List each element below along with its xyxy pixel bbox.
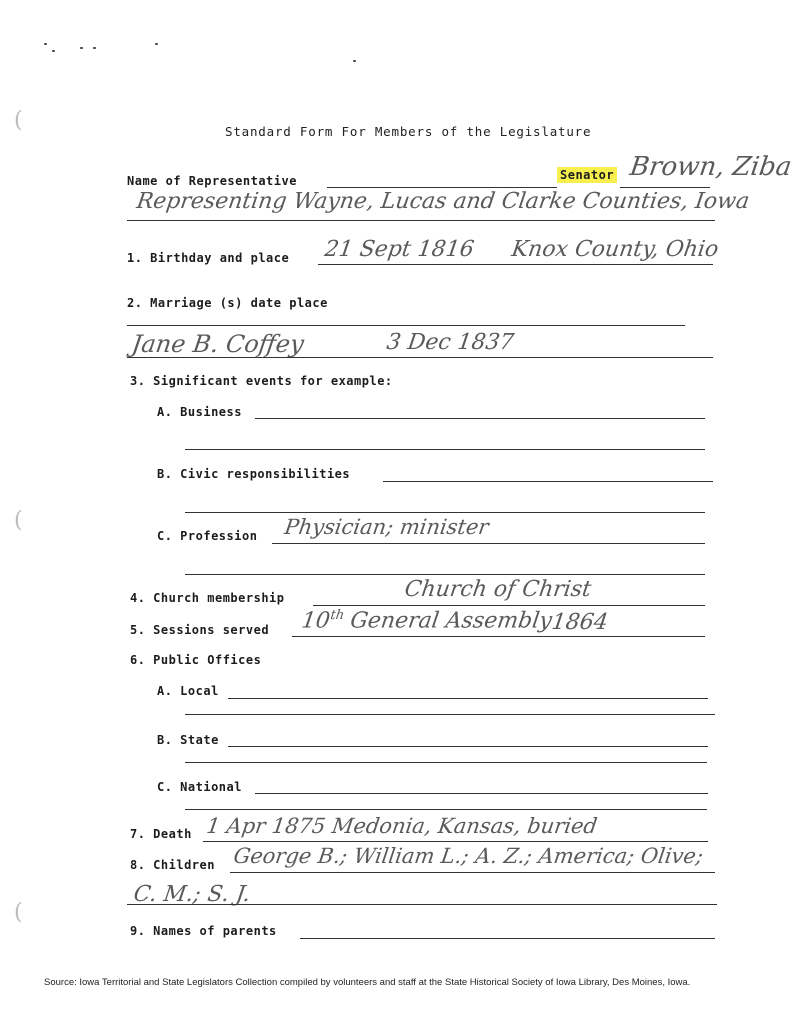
source-note: Source: Iowa Territorial and State Legislators Collection compiled by volunteers and staff at the State Historical Society of Iowa Library, Des Moines, Iowa.	[44, 977, 691, 988]
marriage-spouse: Jane B. Coffey	[130, 330, 306, 358]
death-line	[203, 841, 708, 842]
business-label: A. Business	[157, 405, 242, 419]
name-line	[327, 187, 557, 188]
sessions-line	[292, 636, 705, 637]
binding-mark: (	[14, 900, 23, 925]
scan-speck	[353, 60, 356, 62]
scan-speck	[44, 43, 47, 45]
scan-speck	[93, 47, 96, 49]
profession-value: Physician; minister	[283, 515, 491, 539]
binding-mark: (	[14, 108, 23, 133]
scan-speck	[155, 43, 158, 45]
civic-label: B. Civic responsibilities	[157, 467, 351, 481]
children-label: 8. Children	[130, 858, 215, 872]
church-value: Church of Christ	[403, 577, 593, 602]
sessions-value	[300, 608, 554, 633]
business-line-2	[185, 449, 705, 450]
local-label: A. Local	[157, 684, 219, 698]
senator-line	[620, 187, 710, 188]
marriage-label: 2. Marriage (s) date place	[127, 296, 328, 310]
birthday-label: 1. Birthday and place	[127, 251, 290, 265]
national-line-1	[255, 793, 708, 794]
marriage-line-2	[127, 357, 713, 358]
sessions-label: 5. Sessions served	[130, 623, 270, 637]
binding-mark: (	[14, 508, 23, 533]
profession-line-1	[272, 543, 705, 544]
events-label: 3. Significant events for example:	[130, 374, 393, 388]
profession-label: C. Profession	[157, 529, 258, 543]
public-offices-label: 6. Public Offices	[130, 653, 262, 667]
birthday-place: Knox County, Ohio	[510, 237, 721, 262]
children-line-1	[230, 872, 715, 873]
sessions-ordinal: th	[329, 608, 346, 623]
state-line-1	[228, 746, 708, 747]
church-line	[313, 605, 705, 606]
children-value: George B.; William L.; A. Z.; America; Olive;	[232, 844, 705, 868]
state-label: B. State	[157, 733, 219, 747]
scan-speck	[52, 50, 55, 52]
national-line-2	[185, 809, 707, 810]
marriage-date: 3 Dec 1837	[385, 330, 516, 355]
profession-line-2	[185, 574, 705, 575]
scan-speck	[80, 47, 83, 49]
form-title: Standard Form For Members of the Legislature	[225, 124, 592, 139]
marriage-line-1	[127, 325, 685, 326]
name-value: Brown, Ziba	[628, 152, 793, 182]
death-value: 1 Apr 1875 Medonia, Kansas, buried	[205, 814, 599, 838]
parents-label: 9. Names of parents	[130, 924, 277, 938]
civic-line-2	[185, 512, 705, 513]
local-line-1	[228, 698, 708, 699]
national-label: C. National	[157, 780, 242, 794]
senator-label: Senator	[557, 168, 617, 182]
sessions-year: 1864	[550, 610, 610, 635]
name-label: Name of Representative	[127, 174, 297, 188]
civic-line-1	[383, 481, 713, 482]
death-label: 7. Death	[130, 827, 192, 841]
local-line-2	[185, 714, 715, 715]
birthday-line	[318, 264, 713, 265]
sessions-assembly: General Assembly	[348, 608, 554, 634]
church-label: 4. Church membership	[130, 591, 285, 605]
children-value-2: C. M.; S. J.	[132, 882, 252, 907]
business-line-1	[255, 418, 705, 419]
parents-line	[300, 938, 715, 939]
sessions-number: 10	[300, 608, 332, 634]
state-line-2	[185, 762, 707, 763]
birthday-date: 21 Sept 1816	[323, 237, 476, 262]
children-line-2	[127, 904, 717, 905]
district-value: Representing Wayne, Lucas and Clarke Counties, Iowa	[135, 189, 751, 214]
district-line	[127, 220, 715, 221]
